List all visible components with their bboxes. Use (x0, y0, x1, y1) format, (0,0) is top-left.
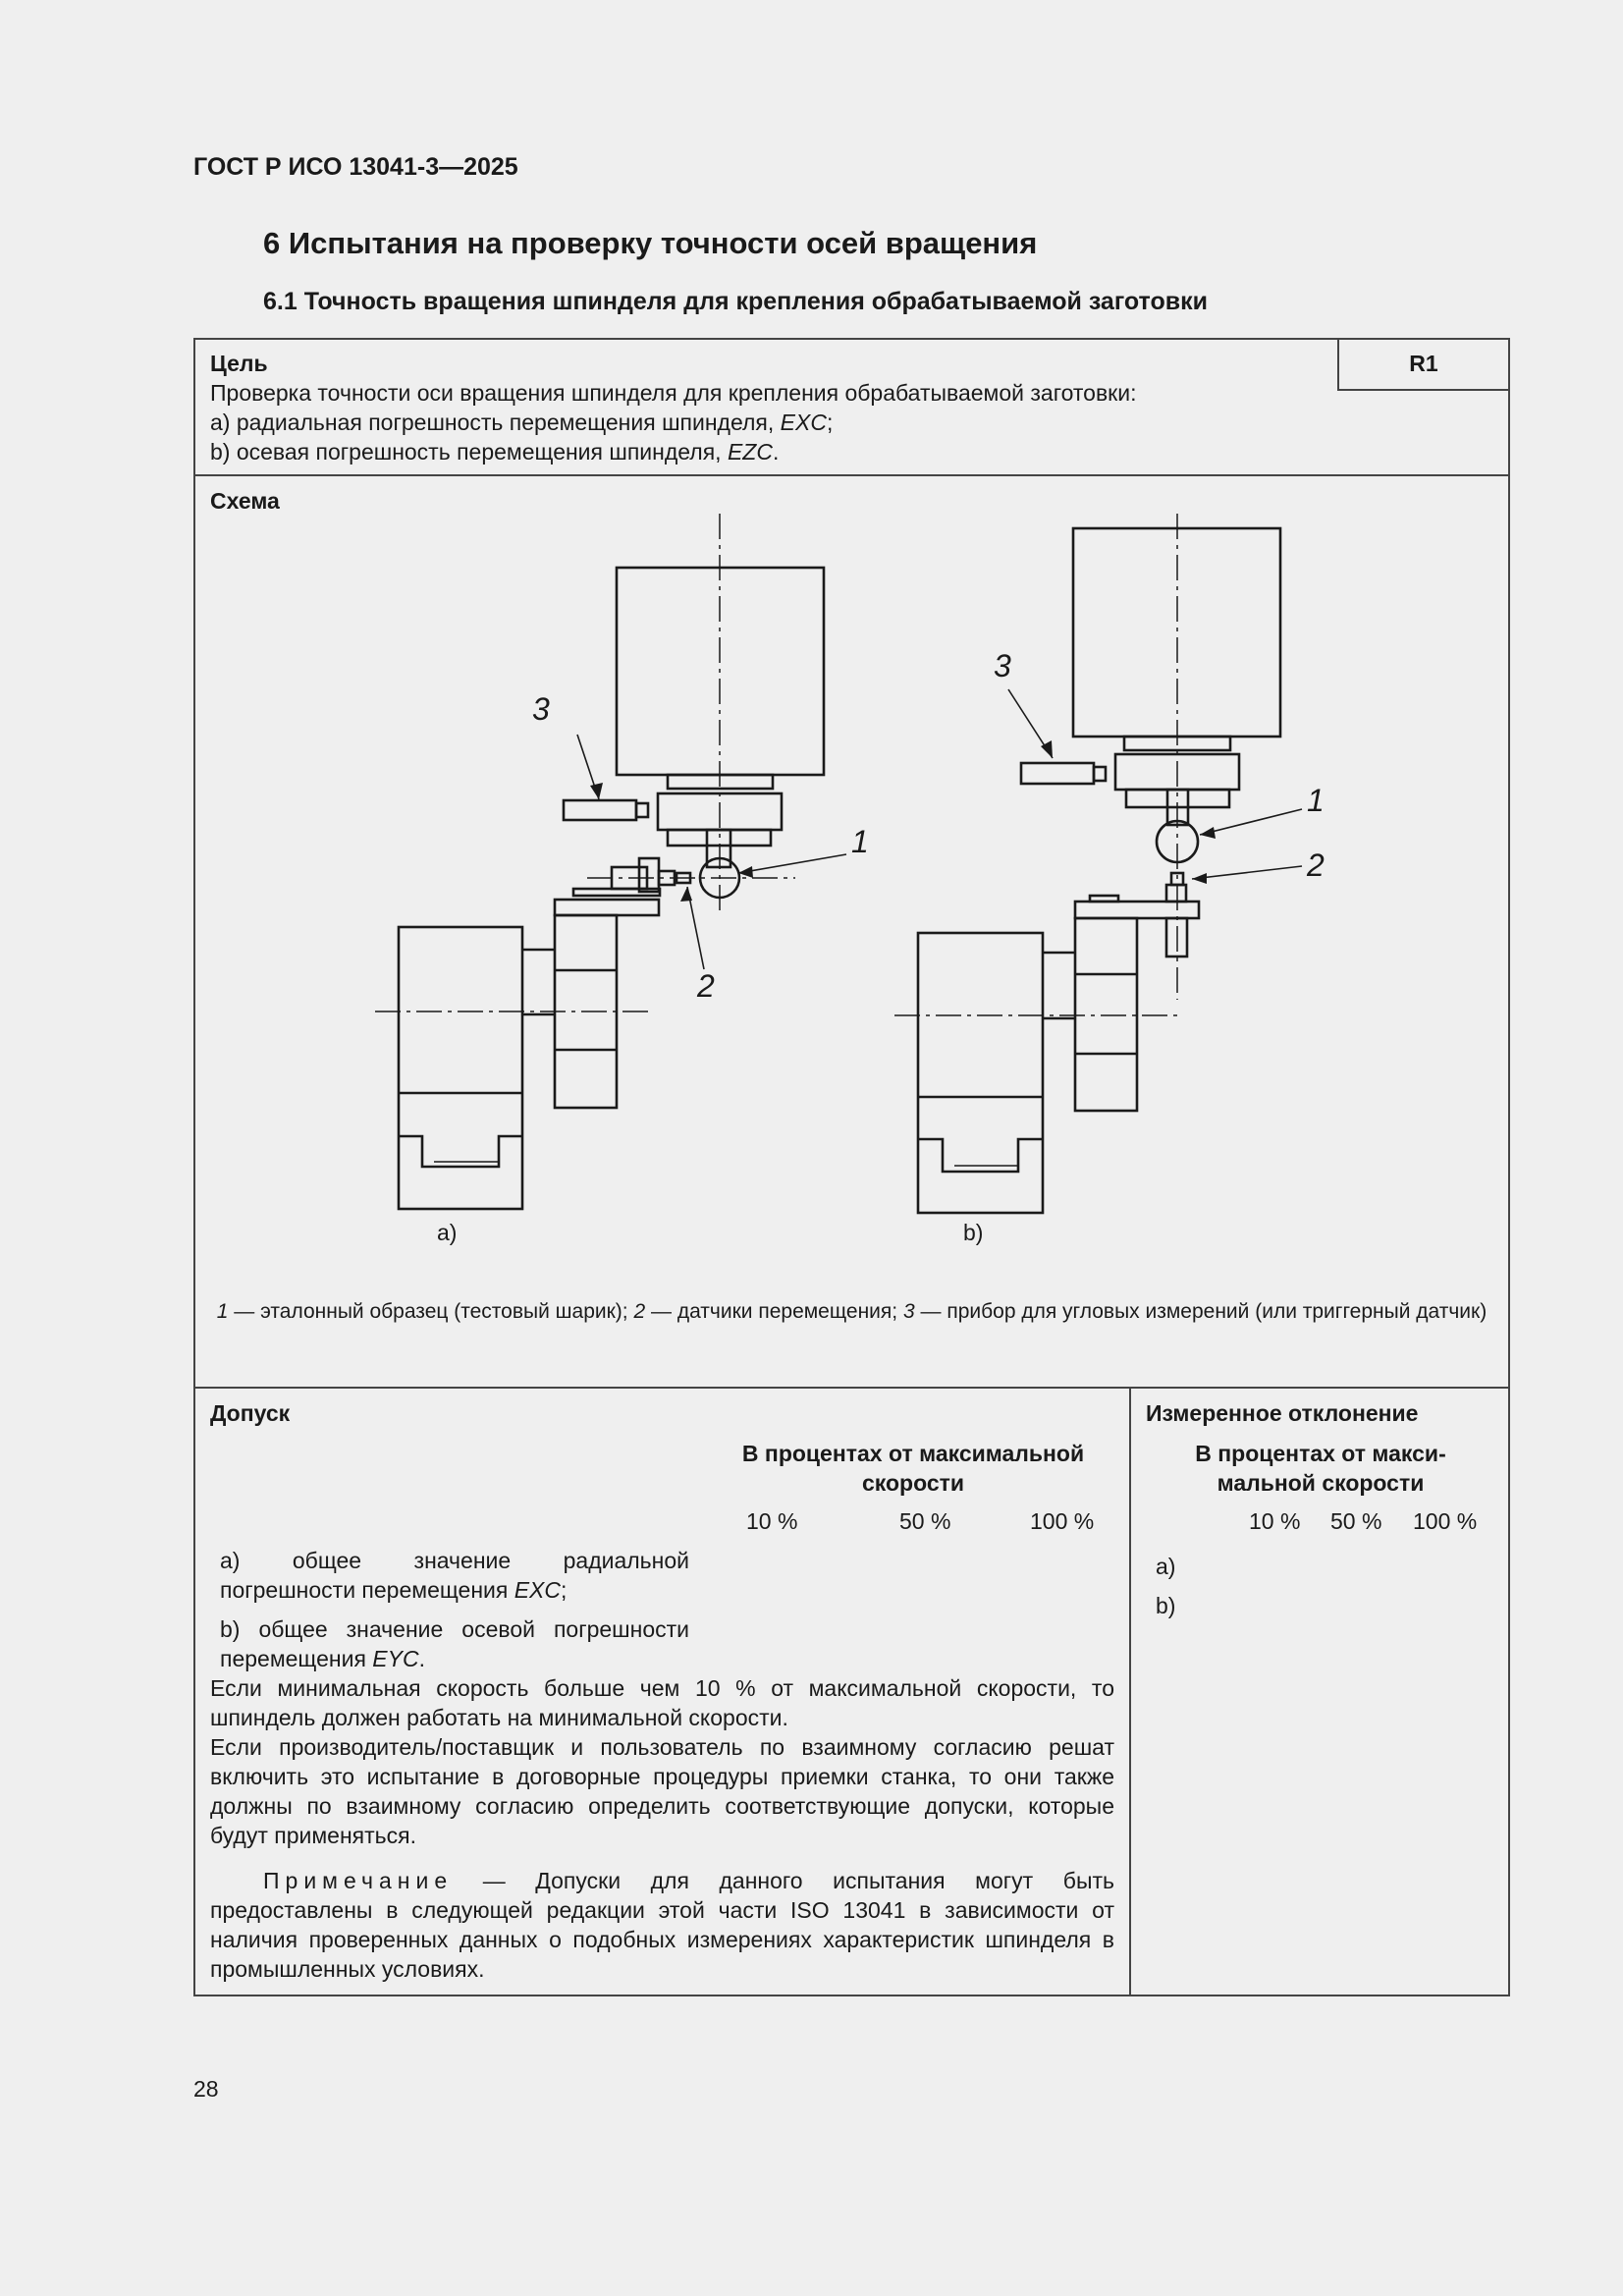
callout-1-a: 1 (851, 824, 869, 859)
tolerance-divider (1129, 1387, 1131, 1996)
page-number: 28 (193, 2076, 219, 2102)
subsection-title: 6.1 Точность вращения шпинделя для крепления обрабатываемой заготовки (263, 288, 1208, 315)
diagram-caption-a: a) (437, 1220, 458, 1245)
objective-label: Цель (210, 351, 268, 376)
tolerance-note: Примечание — Допуски для данного испытания могут быть предоставлены в следующей редакции этой части ISO 13041 в зависимости от наличия проверенных данных о подобных измерениях характеристик шпинделя в промышленных условиях. (210, 1868, 1114, 1982)
symbol-ezc: EZC (727, 439, 773, 465)
test-code: R1 (1409, 351, 1438, 376)
section-title: 6 Испытания на проверку точности осей вращения (263, 226, 1038, 260)
callout-2-b: 2 (1307, 847, 1325, 883)
objective-item-a: a) радиальная погрешность перемещения шпинделя, EXC; (210, 410, 834, 435)
symbol-exc: EXC (780, 410, 827, 435)
diagram-caption-b: b) (963, 1220, 984, 1245)
objective-item-b: b) осевая погрешность перемещения шпинделя, EZC. (210, 439, 780, 465)
measured-col-10: 10 % (1249, 1508, 1301, 1534)
tolerance-item-b: b) общее значение осевой погрешности перемещения EYC. (220, 1616, 689, 1671)
rule-diagram-bottom (193, 1387, 1510, 1389)
callout-3-a: 3 (532, 691, 550, 727)
symbol-exc: EXC (514, 1577, 562, 1603)
tolerance-col-10: 10 % (746, 1508, 798, 1534)
tolerance-col-100: 100 % (1030, 1508, 1095, 1534)
objective-intro: Проверка точности оси вращения шпинделя для крепления обрабатываемой заготовки: (210, 380, 1137, 406)
callout-3-b: 3 (994, 648, 1011, 683)
measured-col-100: 100 % (1413, 1508, 1478, 1534)
diagram-legend: 1 — эталонный образец (тестовый шарик); 2 — датчики перемещения; 3 — прибор для угловых измерений (или триггерный датчик) (216, 1300, 1488, 1323)
tolerance-paragraph-2: Если производитель/поставщик и пользователь по взаимному согласию решат включить это испытание в договорные процедуры приемки станка, то они также должны по взаимному согласию определить соответствующие допуски, которые будут применяться. (210, 1734, 1114, 1848)
measured-col-50: 50 % (1330, 1508, 1382, 1534)
note-label: Примечание (263, 1868, 454, 1893)
tolerance-item-a: a) общее значение радиальной погрешности перемещения EXC; (220, 1548, 689, 1603)
tolerance-col-50: 50 % (899, 1508, 951, 1534)
tolerance-label: Допуск (210, 1400, 291, 1426)
measured-row-b: b) (1156, 1593, 1176, 1618)
measured-speed-header: В процентах от макси-мальной скорости (1195, 1441, 1446, 1496)
measured-row-a: a) (1156, 1554, 1176, 1579)
callout-2-a: 2 (697, 968, 715, 1004)
tolerance-speed-header: В процентах от максимальной скорости (741, 1441, 1085, 1496)
callout-1-b: 1 (1307, 783, 1325, 818)
measured-label: Измеренное отклонение (1146, 1400, 1419, 1426)
tolerance-paragraph-1: Если минимальная скорость больше чем 10 % от максимальной скорости, то шпиндель должен работать на минимальной скорости. (210, 1675, 1114, 1730)
symbol-eyc: EYC (372, 1646, 419, 1671)
standard-header: ГОСТ Р ИСО 13041-3—2025 (193, 153, 518, 181)
diagram-label: Схема (210, 488, 280, 514)
